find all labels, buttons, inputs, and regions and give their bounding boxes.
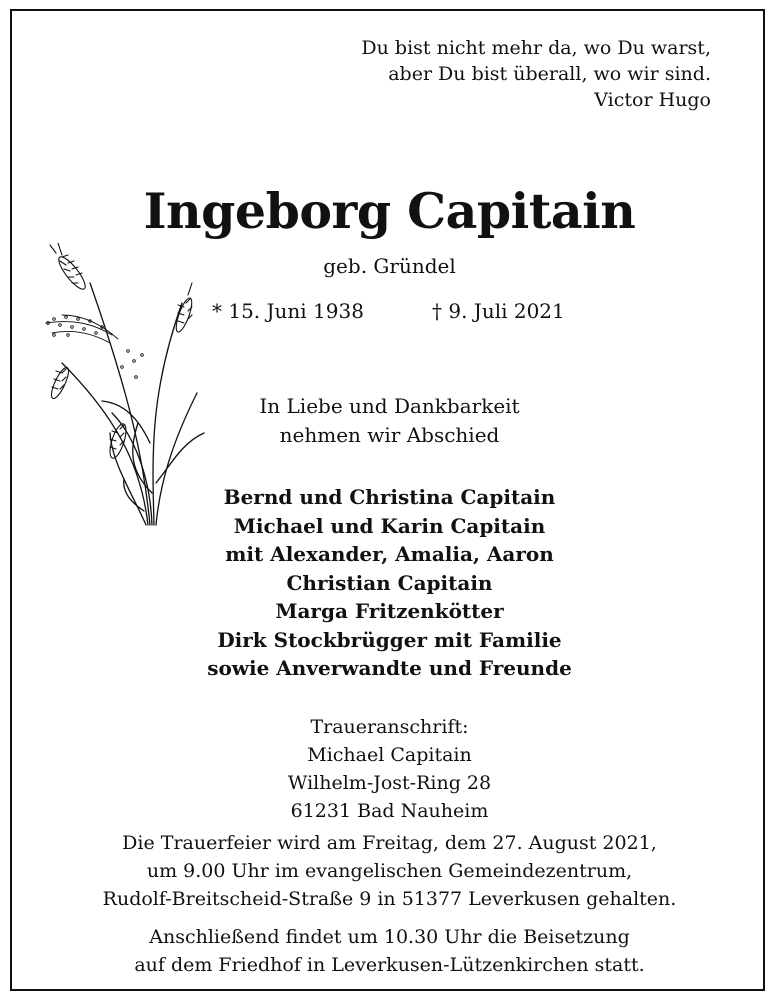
mourner-line: Marga Fritzenkötter [275, 599, 504, 623]
farewell-line: In Liebe und Dankbarkeit [259, 394, 520, 418]
quote-line: Du bist nicht mehr da, wo Du warst, [361, 37, 711, 59]
burial-line: auf dem Friedhof in Leverkusen-Lützenkirchen statt. [134, 954, 645, 976]
farewell-line: nehmen wir Abschied [279, 423, 500, 447]
quote-author: Victor Hugo [594, 89, 711, 111]
address-street: Wilhelm-Jost-Ring 28 [287, 772, 492, 794]
mourner-line: sowie Anverwandte und Freunde [207, 656, 572, 680]
mourner-line: Bernd und Christina Capitain [223, 485, 556, 509]
death-date: † 9. Juli 2021 [432, 299, 565, 323]
deceased-name: Ingeborg Capitain [143, 182, 636, 240]
mourner-line: Dirk Stockbrügger mit Familie [217, 627, 562, 652]
quote-line: aber Du bist überall, wo wir sind. [388, 63, 711, 85]
mourner-line: mit Alexander, Amalia, Aaron [225, 542, 554, 566]
obituary-card [10, 9, 765, 991]
service-line: Rudolf-Breitscheid-Straße 9 in 51377 Leverkusen gehalten. [102, 888, 677, 910]
service-line: um 9.00 Uhr im evangelischen Gemeindezentrum, [146, 860, 633, 882]
burial-line: Anschließend findet um 10.30 Uhr die Beisetzung [149, 926, 630, 948]
mourning-address [12, 713, 767, 825]
burial-info [12, 923, 767, 979]
farewell-text [12, 392, 767, 450]
service-info [12, 829, 767, 913]
quote [361, 35, 711, 113]
mourner-line: Christian Capitain [286, 570, 493, 595]
address-city: 61231 Bad Nauheim [290, 800, 489, 822]
mourners-list [12, 483, 767, 683]
service-line: Die Trauerfeier wird am Freitag, dem 27. August 2021, [122, 832, 657, 854]
address-label: Traueranschrift: [310, 716, 469, 738]
mourner-line: Michael und Karin Capitain [233, 513, 546, 538]
birth-name: geb. Gründel [323, 254, 456, 278]
address-name: Michael Capitain [307, 744, 472, 766]
birth-date: * 15. Juni 1938 [212, 299, 364, 323]
